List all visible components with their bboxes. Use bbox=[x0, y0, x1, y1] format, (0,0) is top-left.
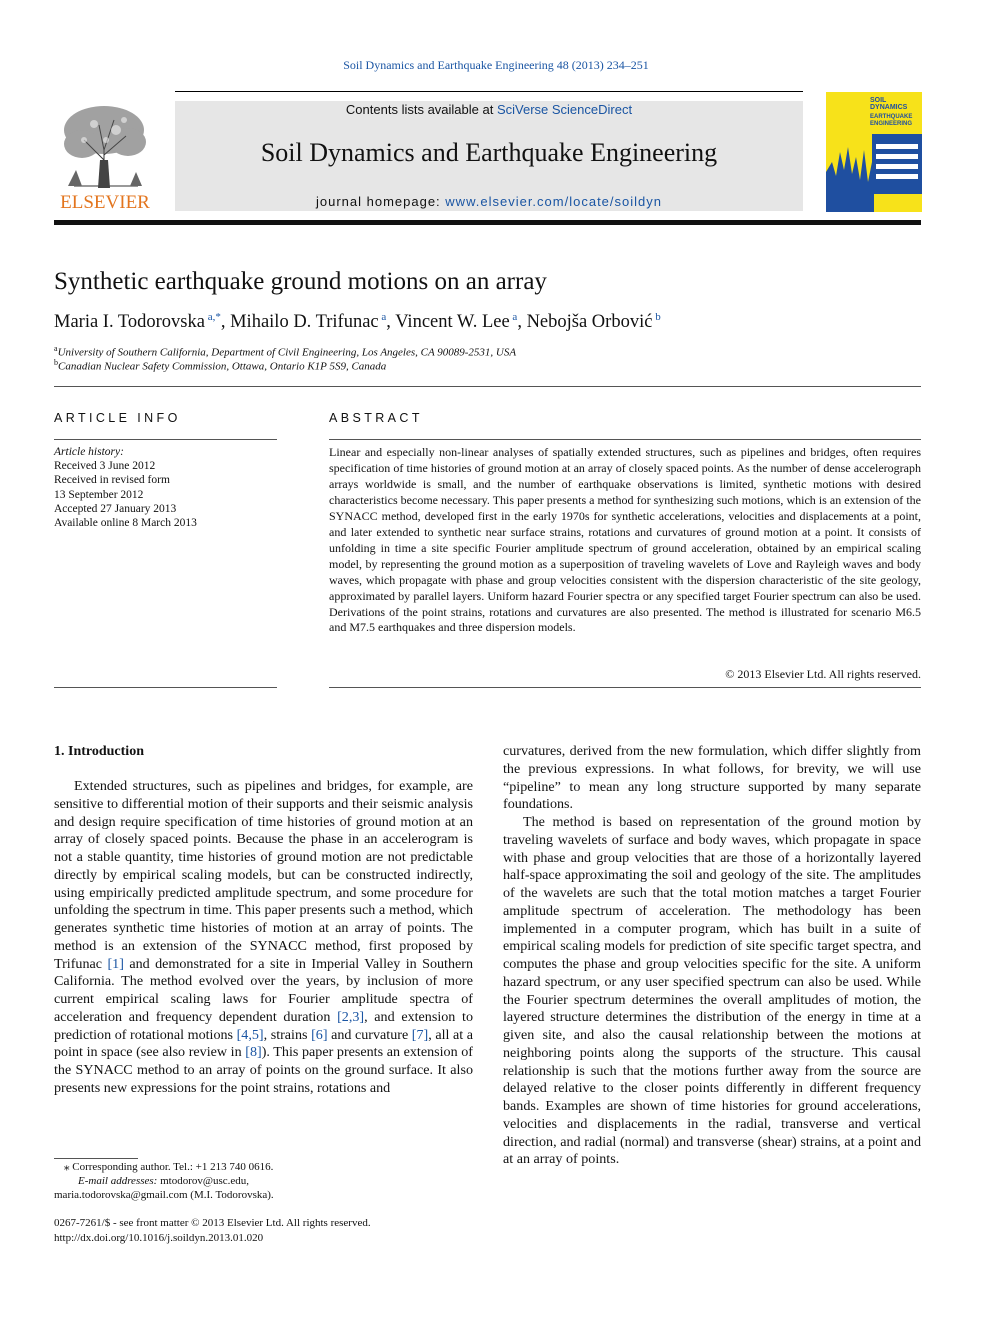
paper-title: Synthetic earthquake ground motions on an array bbox=[54, 268, 547, 295]
issn-line: 0267-7261/$ - see front matter © 2013 Elsevier Ltd. All rights reserved. bbox=[54, 1217, 371, 1229]
abstract-bottom-rule bbox=[329, 687, 921, 688]
section-heading-introduction: 1. Introduction bbox=[54, 744, 144, 759]
cover-title-line: DYNAMICS bbox=[870, 104, 908, 111]
cover-title-line: ENGINEERING bbox=[870, 121, 913, 127]
article-history bbox=[54, 445, 197, 530]
intro-paragraph-1: Extended structures, such as pipelines and bridges, for example, are sensitive to differential motion of their supports and their seismic analysis and design require specification of time histories of ground motion at an array of closely spaced points. Because the phase in an accelerogram is not a stable quantity, time histories of ground motion are not predictable directly by empirical scaling models, but can be constructed indirectly, using empirically predicted amplitude spectrum, and some procedure for unfolding the spectrum in time. This paper presents such a method, which generates synthetic time histories of motion at an array of points. The method is an extension of the SYNACC method, first proposed by Trifunac [1] and demonstrated for a site in Imperial Valley in Southern California. The method evolved over the years, by inclusion of more current empirical scaling laws for Fourier amplitude spectra of acceleration and frequency dependent duration [2,3], and extension to prediction of rotational motions [4,5], strains [6] and curvature [7], all at a point in space (see also review in [8]). This paper presents an extension of the SYNACC method to an array of points on the ground surface. It also presents new expressions for the point strains, rotations and bbox=[54, 778, 474, 1096]
affiliation-text: Canadian Nuclear Safety Commission, Ottawa, Ontario K1P 5S9, Canada bbox=[58, 360, 387, 373]
email-label: E-mail addresses: bbox=[78, 1175, 158, 1188]
journal-cover-thumbnail[interactable] bbox=[826, 92, 922, 212]
citation-link[interactable]: [7] bbox=[411, 1026, 429, 1043]
email-note bbox=[54, 1174, 274, 1188]
history-item: Available online 8 March 2013 bbox=[54, 517, 197, 530]
abstract-text: Linear and especially non-linear analyses of spatially extended structures, such as pipelines and bridges, often requires specification of time histories of ground motion at an array of closely spaced points. As the number of dense accelerograph arrays worldwide is small, and the number of earthquake observations is limited, synthetic motions with desired characteristics become necessary. This paper presents a method for synthesizing such motions, which is an extension of the SYNACC method, developed first in the early 1970s for synthetic accelerations, velocities and displacements at a point, and later extended to synthetic near surface strains, rotations and curvatures of ground motion at a point. It consists of unfolding in time a site specific Fourier amplitude spectrum of ground acceleration, obtained by an empirical scaling model, by representing the ground motion as a superposition of traveling wavelets of Love and Rayleigh waves and body waves, which propagate with phase and group velocities consistent with the dispersion characteristic of the site geology, approximated by parallel layers. Uniform hazard Fourier spectra or any specified target Fourier spectrum can also be used. Derivations of the point strains, rotations and curvatures are also presented. The method is illustrated for scenario M6.5 and M7.5 earthquakes and three dispersion models. bbox=[329, 445, 921, 635]
title-divider bbox=[54, 386, 921, 387]
author-list: Maria I. Todorovska $^{a,*}$, Mihailo D. Trifunac $^a$, Vincent W. Lee $^a$, Nebojša Orbović $^b$ bbox=[54, 311, 661, 333]
author-affiliation-mark[interactable]: a bbox=[509, 311, 518, 323]
front-matter bbox=[54, 1216, 371, 1245]
history-item: Received in revised form bbox=[54, 474, 170, 487]
intro-paragraph-2: The method is based on representation of the ground motion by traveling wavelets of surface and body waves, which propagate in space with phase and group velocities that are those of a horizontally layered half-space approximating the soil and geology of the site. The amplitudes of the wavelets are such that the total motion matches a target Fourier amplitude spectrum of acceleration. The methodology has been implemented in a computer program, which has built in a suite of empirical scaling models for prediction of site specific target spectra, and computes the phase and group velocities specific for the site. A uniform hazard spectrum, or any user specified spectrum can also be used. While the Fourier spectrum determines the overall amplitudes of motion, the layered structure determines the distribution of the energy in time at a given site, and also the causal relationship between the motions at neighboring points along the supports of the structure. This causal relationship is such that the motions further away from the source are delayed relative to the closer points differently in different frequency bands. Examples are shown of time histories for ground accelerations, velocities and displacements in the radial, transverse and vertical direction, and radial (normal) and transverse (shear) strains, at a point and at an array of points. bbox=[503, 814, 921, 1168]
journal-title: Soil Dynamics and Earthquake Engineering bbox=[260, 138, 718, 167]
cover-title-line: EARTHQUAKE bbox=[870, 114, 913, 120]
affiliation-mark: a bbox=[54, 344, 58, 353]
body-column-left bbox=[54, 778, 473, 1098]
cover-art-icon bbox=[826, 92, 922, 212]
email-address-2[interactable]: maria.todorovska@gmail.com (M.I. Todorovska). bbox=[54, 1189, 274, 1202]
article-info-rule bbox=[54, 439, 277, 440]
history-label: Article history: bbox=[54, 446, 124, 458]
email-address[interactable]: mtodorov@usc.edu, bbox=[157, 1175, 250, 1188]
affiliation-mark: b bbox=[54, 358, 58, 367]
citation-link[interactable]: [2,3] bbox=[337, 1008, 365, 1025]
homepage-line bbox=[175, 194, 803, 209]
header-top-rule bbox=[175, 91, 803, 92]
citation-link[interactable]: [1] bbox=[107, 955, 124, 972]
journal-citation[interactable]: Soil Dynamics and Earthquake Engineering 48 (2013) 234–251 bbox=[343, 58, 649, 72]
contents-prefix: Contents lists available at bbox=[345, 102, 497, 117]
history-item: Accepted 27 January 2013 bbox=[54, 502, 177, 515]
citation-link[interactable]: [6] bbox=[311, 1026, 328, 1043]
sciencedirect-link[interactable]: SciVerse ScienceDirect bbox=[496, 102, 633, 117]
history-item: Received 3 June 2012 bbox=[54, 460, 156, 473]
cover-title-line: SOIL bbox=[870, 97, 887, 104]
elsevier-wordmark: ELSEVIER bbox=[60, 192, 150, 213]
citation-link[interactable]: [4,5] bbox=[236, 1026, 264, 1043]
intro-paragraph-1-continued: curvatures, derived from the new formulation, which differ slightly from the previous expressions. In what follows, for brevity, we will use “pipeline” to mean any long structure supported by many separate foundations. bbox=[503, 743, 921, 813]
author-affiliation-mark[interactable]: a bbox=[378, 311, 387, 323]
author-name: Nebojša Orbović bbox=[526, 312, 653, 333]
author-name: Mihailo D. Trifunac bbox=[230, 312, 379, 333]
header-thick-rule bbox=[54, 220, 921, 225]
author-affiliation-mark[interactable]: a,* bbox=[204, 311, 221, 323]
affiliation-text: University of Southern California, Department of Civil Engineering, Los Angeles, CA 90089-2531, USA bbox=[57, 346, 517, 359]
corresponding-author-note: ⁎ Corresponding author. Tel.: +1 213 740 0616. bbox=[64, 1161, 274, 1173]
body-column-right bbox=[503, 743, 921, 1169]
journal-homepage-link[interactable]: www.elsevier.com/locate/soildyn bbox=[445, 194, 662, 209]
tree-icon bbox=[54, 100, 156, 192]
homepage-prefix: journal homepage: bbox=[315, 194, 446, 209]
author-name: Maria I. Todorovska bbox=[54, 312, 205, 333]
citation-link[interactable]: [8] bbox=[245, 1044, 262, 1061]
abstract-heading: ABSTRACT bbox=[329, 411, 423, 425]
abstract-rule bbox=[329, 439, 921, 440]
contents-line bbox=[175, 102, 803, 117]
footnote-rule bbox=[54, 1158, 138, 1159]
footnotes bbox=[54, 1160, 274, 1203]
author-name: Vincent W. Lee bbox=[395, 312, 510, 333]
article-info-heading: ARTICLE INFO bbox=[54, 411, 181, 425]
author-affiliation-mark[interactable]: b bbox=[652, 311, 661, 323]
article-info-bottom-rule bbox=[54, 687, 277, 688]
doi-link[interactable]: http://dx.doi.org/10.1016/j.soildyn.2013.01.020 bbox=[54, 1231, 264, 1244]
affiliation-b bbox=[54, 358, 386, 373]
history-item: 13 September 2012 bbox=[54, 488, 144, 501]
abstract-copyright: © 2013 Elsevier Ltd. All rights reserved. bbox=[725, 667, 921, 681]
affiliation-a bbox=[54, 344, 516, 359]
